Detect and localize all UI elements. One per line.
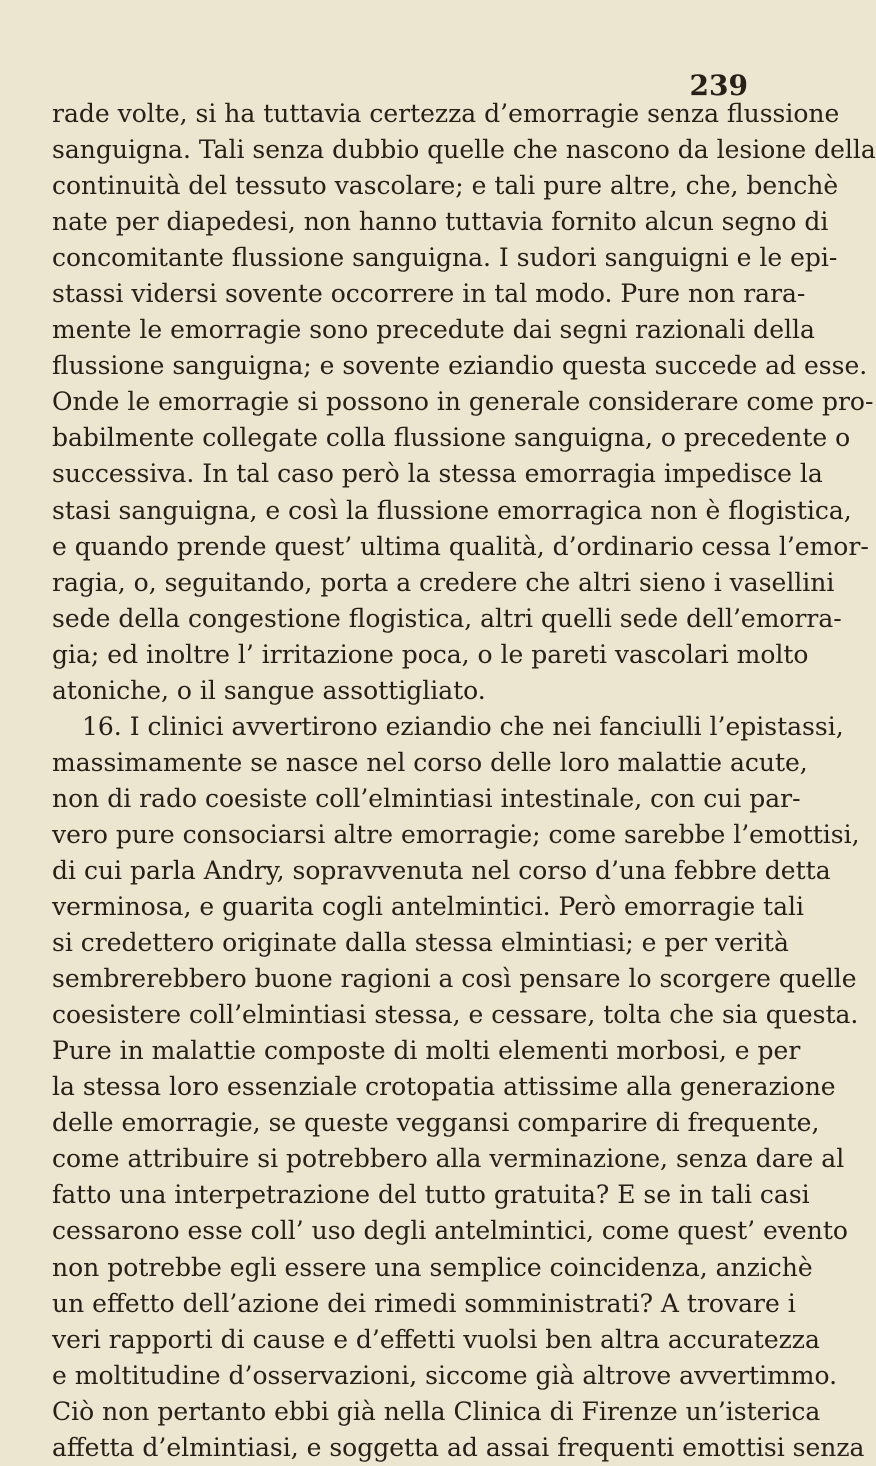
text-line: veri rapporti di cause e d’effetti vuolsi ben altra accuratezza	[52, 1324, 820, 1354]
text-line: concomitante flussione sanguigna. I sudori sanguigni e le epi-	[52, 243, 838, 273]
text-line: e quando prende quest’ ultima qualità, d’ordinario cessa l’emor-	[52, 531, 869, 561]
text-line: si credettero originate dalla stessa elmintiasi; e per verità	[52, 928, 789, 958]
text-line: come attribuire si potrebbero alla verminazione, senza dare al	[52, 1144, 845, 1174]
text-line: flussione sanguigna; e sovente eziandio questa succede ad esse.	[52, 351, 868, 381]
text-line: rade volte, si ha tuttavia certezza d’emorragie senza flussione	[52, 99, 840, 128]
text-line: mente le emorragie sono precedute dai segni razionali della	[52, 315, 815, 345]
text-line: cessarono esse coll’ uso degli antelmintici, come quest’ evento	[52, 1216, 848, 1246]
text-line: vero pure consociarsi altre emorragie; come sarebbe l’emottisi,	[52, 819, 860, 849]
text-line: Pure in malattie composte di molti elementi morbosi, e per	[52, 1036, 801, 1066]
text-line: sanguigna. Tali senza dubbio quelle che nascono da lesione della	[52, 135, 876, 165]
text-line: massimamente se nasce nel corso delle loro malattie acute,	[52, 747, 808, 777]
text-line: di cui parla Andry, sopravvenuta nel corso d’una febbre detta	[52, 855, 831, 885]
text-line: gia; ed inoltre l’ irritazione poca, o le pareti vascolari molto	[52, 639, 809, 669]
text-line: la stessa loro essenziale crotopatia attissime alla generazione	[52, 1072, 836, 1102]
text-line: Onde le emorragie si possono in generale considerare come pro-	[52, 387, 874, 417]
text-line: stassi vidersi sovente occorrere in tal modo. Pure non rara-	[52, 279, 806, 309]
text-line: Ciò non pertanto ebbi già nella Clinica di Firenze un’isterica	[52, 1396, 821, 1426]
text-line: fatto una interpetrazione del tutto gratuita? E se in tali casi	[52, 1180, 810, 1210]
text-line: sede della congestione flogistica, altri quelli sede dell’emorra-	[52, 603, 842, 633]
text-line: nate per diapedesi, non hanno tuttavia fornito alcun segno di	[52, 207, 829, 237]
text-line: 16. I clinici avvertirono eziandio che nei fanciulli l’epistassi,	[82, 711, 844, 741]
body-text	[52, 96, 876, 1466]
text-line: atoniche, o il sangue assottigliato.	[52, 675, 486, 705]
text-line: un effetto dell’azione dei rimedi somministrati? A trovare i	[52, 1288, 796, 1318]
text-line: e moltitudine d’osservazioni, siccome già altrove avvertimmo.	[52, 1360, 838, 1390]
page-number: 239	[689, 69, 748, 102]
text-line: sembrerebbero buone ragioni a così pensare lo scorgere quelle	[52, 964, 857, 994]
text-line: coesistere coll’elmintiasi stessa, e cessare, tolta che sia questa.	[52, 1000, 859, 1030]
text-line: successiva. In tal caso però la stessa emorragia impedisce la	[52, 459, 823, 489]
text-line: verminosa, e guarita cogli antelmintici. Però emorragie tali	[52, 892, 805, 922]
text-line: continuità del tessuto vascolare; e tali pure altre, che, benchè	[52, 171, 839, 201]
text-line: stasi sanguigna, e così la flussione emorragica non è flogistica,	[52, 495, 852, 525]
text-line: non potrebbe egli essere una semplice coincidenza, anzichè	[52, 1252, 813, 1282]
text-line: babilmente collegate colla flussione sanguigna, o precedente o	[52, 423, 851, 453]
text-line: non di rado coesiste coll’elmintiasi intestinale, con cui par-	[52, 783, 801, 813]
text-line: delle emorragie, se queste veggansi comparire di frequente,	[52, 1108, 820, 1138]
text-line: affetta d’elmintiasi, e soggetta ad assai frequenti emottisi senza	[52, 1432, 865, 1462]
text-line: ragia, o, seguitando, porta a credere che altri sieno i vasellini	[52, 567, 835, 597]
